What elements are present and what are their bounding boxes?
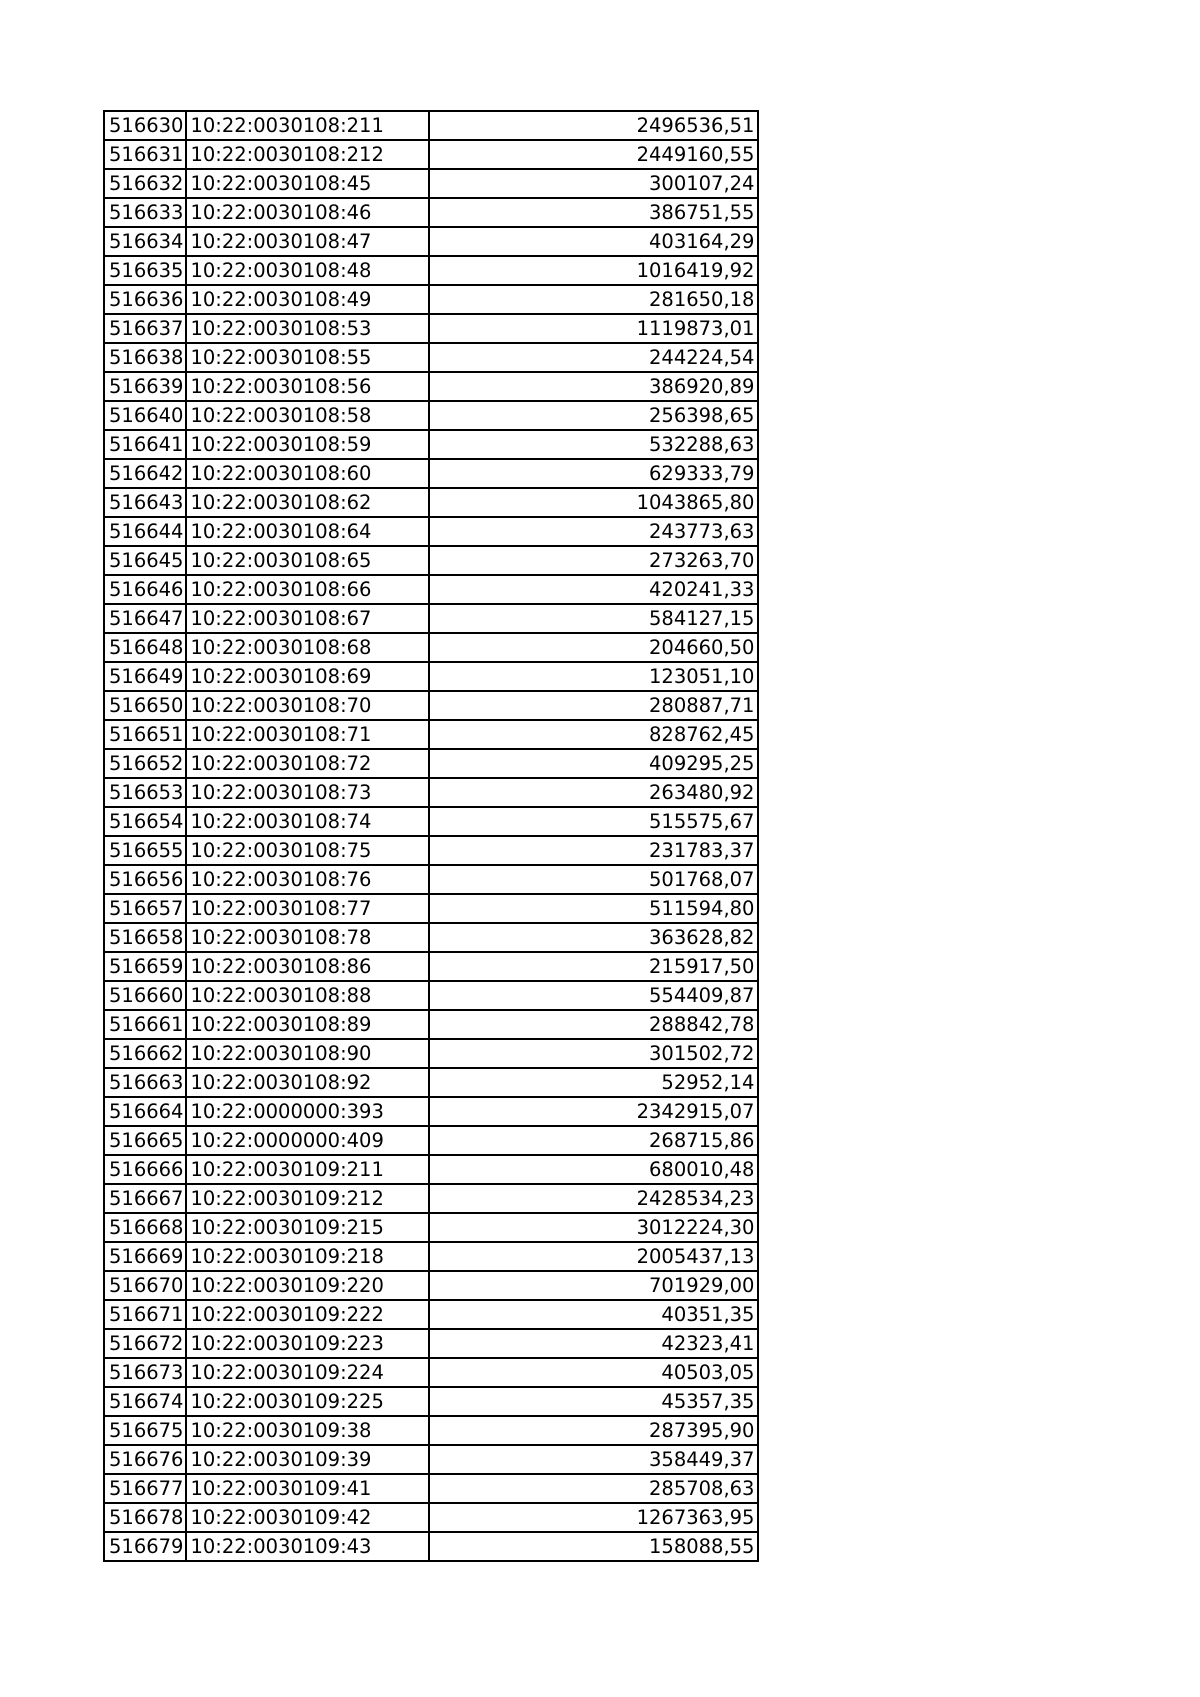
row-id-cell: 516674 xyxy=(104,1387,186,1416)
value-cell: 204660,50 xyxy=(429,633,758,662)
table-row xyxy=(104,169,758,198)
table-row xyxy=(104,256,758,285)
row-id-cell: 516637 xyxy=(104,314,186,343)
row-id-cell: 516632 xyxy=(104,169,186,198)
value-cell: 2428534,23 xyxy=(429,1184,758,1213)
cadastral-number-cell: 10:22:0030108:90 xyxy=(186,1039,429,1068)
value-cell: 358449,37 xyxy=(429,1445,758,1474)
row-id-cell: 516650 xyxy=(104,691,186,720)
value-cell: 281650,18 xyxy=(429,285,758,314)
value-cell: 2496536,51 xyxy=(429,111,758,140)
row-id-cell: 516651 xyxy=(104,720,186,749)
row-id-cell: 516655 xyxy=(104,836,186,865)
table-row xyxy=(104,285,758,314)
table-row xyxy=(104,778,758,807)
table-row xyxy=(104,1474,758,1503)
row-id-cell: 516660 xyxy=(104,981,186,1010)
value-cell: 243773,63 xyxy=(429,517,758,546)
table-row xyxy=(104,1184,758,1213)
cadastral-number-cell: 10:22:0030109:211 xyxy=(186,1155,429,1184)
row-id-cell: 516678 xyxy=(104,1503,186,1532)
row-id-cell: 516663 xyxy=(104,1068,186,1097)
cadastral-number-cell: 10:22:0030108:89 xyxy=(186,1010,429,1039)
cadastral-number-cell: 10:22:0030108:69 xyxy=(186,662,429,691)
table-row xyxy=(104,604,758,633)
row-id-cell: 516647 xyxy=(104,604,186,633)
data-table xyxy=(103,110,759,1562)
value-cell: 45357,35 xyxy=(429,1387,758,1416)
cadastral-number-cell: 10:22:0030108:72 xyxy=(186,749,429,778)
cadastral-number-cell: 10:22:0030108:67 xyxy=(186,604,429,633)
value-cell: 501768,07 xyxy=(429,865,758,894)
value-cell: 403164,29 xyxy=(429,227,758,256)
value-cell: 263480,92 xyxy=(429,778,758,807)
table-row xyxy=(104,1068,758,1097)
value-cell: 40351,35 xyxy=(429,1300,758,1329)
value-cell: 287395,90 xyxy=(429,1416,758,1445)
value-cell: 532288,63 xyxy=(429,430,758,459)
cadastral-number-cell: 10:22:0030109:38 xyxy=(186,1416,429,1445)
table-row xyxy=(104,691,758,720)
row-id-cell: 516643 xyxy=(104,488,186,517)
value-cell: 244224,54 xyxy=(429,343,758,372)
row-id-cell: 516675 xyxy=(104,1416,186,1445)
table-row xyxy=(104,488,758,517)
row-id-cell: 516644 xyxy=(104,517,186,546)
cadastral-number-cell: 10:22:0030108:62 xyxy=(186,488,429,517)
value-cell: 158088,55 xyxy=(429,1532,758,1561)
table-row xyxy=(104,575,758,604)
cadastral-number-cell: 10:22:0030109:223 xyxy=(186,1329,429,1358)
row-id-cell: 516631 xyxy=(104,140,186,169)
row-id-cell: 516670 xyxy=(104,1271,186,1300)
row-id-cell: 516652 xyxy=(104,749,186,778)
row-id-cell: 516672 xyxy=(104,1329,186,1358)
row-id-cell: 516676 xyxy=(104,1445,186,1474)
value-cell: 409295,25 xyxy=(429,749,758,778)
table-row xyxy=(104,749,758,778)
table-row xyxy=(104,1010,758,1039)
cadastral-number-cell: 10:22:0030108:56 xyxy=(186,372,429,401)
cadastral-number-cell: 10:22:0030108:76 xyxy=(186,865,429,894)
cadastral-number-cell: 10:22:0030108:66 xyxy=(186,575,429,604)
value-cell: 215917,50 xyxy=(429,952,758,981)
table-row xyxy=(104,1271,758,1300)
value-cell: 2449160,55 xyxy=(429,140,758,169)
value-cell: 40503,05 xyxy=(429,1358,758,1387)
row-id-cell: 516654 xyxy=(104,807,186,836)
cadastral-number-cell: 10:22:0030108:64 xyxy=(186,517,429,546)
row-id-cell: 516640 xyxy=(104,401,186,430)
value-cell: 280887,71 xyxy=(429,691,758,720)
row-id-cell: 516630 xyxy=(104,111,186,140)
row-id-cell: 516653 xyxy=(104,778,186,807)
row-id-cell: 516641 xyxy=(104,430,186,459)
cadastral-number-cell: 10:22:0000000:409 xyxy=(186,1126,429,1155)
table-body xyxy=(104,111,758,1561)
table-row xyxy=(104,372,758,401)
cadastral-number-cell: 10:22:0030109:212 xyxy=(186,1184,429,1213)
cadastral-number-cell: 10:22:0030108:71 xyxy=(186,720,429,749)
table-row xyxy=(104,1097,758,1126)
row-id-cell: 516633 xyxy=(104,198,186,227)
row-id-cell: 516657 xyxy=(104,894,186,923)
cadastral-number-cell: 10:22:0030109:42 xyxy=(186,1503,429,1532)
table-row xyxy=(104,662,758,691)
value-cell: 268715,86 xyxy=(429,1126,758,1155)
row-id-cell: 516673 xyxy=(104,1358,186,1387)
table-row xyxy=(104,1416,758,1445)
table-row xyxy=(104,836,758,865)
value-cell: 386751,55 xyxy=(429,198,758,227)
cadastral-number-cell: 10:22:0030108:65 xyxy=(186,546,429,575)
value-cell: 288842,78 xyxy=(429,1010,758,1039)
table-row xyxy=(104,343,758,372)
row-id-cell: 516659 xyxy=(104,952,186,981)
table-row xyxy=(104,865,758,894)
cadastral-number-cell: 10:22:0030108:68 xyxy=(186,633,429,662)
value-cell: 386920,89 xyxy=(429,372,758,401)
table-row xyxy=(104,952,758,981)
cadastral-number-cell: 10:22:0030108:70 xyxy=(186,691,429,720)
cadastral-number-cell: 10:22:0030108:47 xyxy=(186,227,429,256)
cadastral-number-cell: 10:22:0030108:211 xyxy=(186,111,429,140)
row-id-cell: 516634 xyxy=(104,227,186,256)
value-cell: 584127,15 xyxy=(429,604,758,633)
table-row xyxy=(104,807,758,836)
row-id-cell: 516648 xyxy=(104,633,186,662)
table-row xyxy=(104,1329,758,1358)
table-row xyxy=(104,517,758,546)
table-row xyxy=(104,1445,758,1474)
cadastral-number-cell: 10:22:0030108:92 xyxy=(186,1068,429,1097)
row-id-cell: 516638 xyxy=(104,343,186,372)
value-cell: 629333,79 xyxy=(429,459,758,488)
value-cell: 1119873,01 xyxy=(429,314,758,343)
table-row xyxy=(104,720,758,749)
table-row xyxy=(104,1387,758,1416)
row-id-cell: 516639 xyxy=(104,372,186,401)
cadastral-number-cell: 10:22:0030108:78 xyxy=(186,923,429,952)
cadastral-number-cell: 10:22:0030108:58 xyxy=(186,401,429,430)
value-cell: 828762,45 xyxy=(429,720,758,749)
cadastral-number-cell: 10:22:0030108:49 xyxy=(186,285,429,314)
cadastral-number-cell: 10:22:0030109:43 xyxy=(186,1532,429,1561)
value-cell: 52952,14 xyxy=(429,1068,758,1097)
cadastral-number-cell: 10:22:0030108:59 xyxy=(186,430,429,459)
cadastral-number-cell: 10:22:0030108:77 xyxy=(186,894,429,923)
row-id-cell: 516664 xyxy=(104,1097,186,1126)
row-id-cell: 516667 xyxy=(104,1184,186,1213)
table-row xyxy=(104,198,758,227)
table-row xyxy=(104,1039,758,1068)
value-cell: 2342915,07 xyxy=(429,1097,758,1126)
cadastral-number-cell: 10:22:0030108:73 xyxy=(186,778,429,807)
value-cell: 300107,24 xyxy=(429,169,758,198)
value-cell: 273263,70 xyxy=(429,546,758,575)
value-cell: 554409,87 xyxy=(429,981,758,1010)
value-cell: 363628,82 xyxy=(429,923,758,952)
row-id-cell: 516646 xyxy=(104,575,186,604)
table-row xyxy=(104,894,758,923)
value-cell: 680010,48 xyxy=(429,1155,758,1184)
value-cell: 515575,67 xyxy=(429,807,758,836)
row-id-cell: 516642 xyxy=(104,459,186,488)
row-id-cell: 516661 xyxy=(104,1010,186,1039)
table-row xyxy=(104,1242,758,1271)
cadastral-number-cell: 10:22:0030108:48 xyxy=(186,256,429,285)
table-row xyxy=(104,314,758,343)
row-id-cell: 516677 xyxy=(104,1474,186,1503)
row-id-cell: 516668 xyxy=(104,1213,186,1242)
cadastral-number-cell: 10:22:0030109:222 xyxy=(186,1300,429,1329)
value-cell: 1016419,92 xyxy=(429,256,758,285)
row-id-cell: 516645 xyxy=(104,546,186,575)
value-cell: 2005437,13 xyxy=(429,1242,758,1271)
cadastral-number-cell: 10:22:0030109:218 xyxy=(186,1242,429,1271)
row-id-cell: 516671 xyxy=(104,1300,186,1329)
table-row xyxy=(104,430,758,459)
value-cell: 123051,10 xyxy=(429,662,758,691)
table-row xyxy=(104,1532,758,1561)
table-row xyxy=(104,1213,758,1242)
row-id-cell: 516662 xyxy=(104,1039,186,1068)
table-row xyxy=(104,546,758,575)
table-row xyxy=(104,401,758,430)
value-cell: 42323,41 xyxy=(429,1329,758,1358)
cadastral-number-cell: 10:22:0030108:55 xyxy=(186,343,429,372)
row-id-cell: 516656 xyxy=(104,865,186,894)
row-id-cell: 516679 xyxy=(104,1532,186,1561)
cadastral-number-cell: 10:22:0030109:39 xyxy=(186,1445,429,1474)
cadastral-number-cell: 10:22:0030109:224 xyxy=(186,1358,429,1387)
cadastral-number-cell: 10:22:0030109:41 xyxy=(186,1474,429,1503)
table-row xyxy=(104,1503,758,1532)
row-id-cell: 516666 xyxy=(104,1155,186,1184)
table-row xyxy=(104,227,758,256)
table-row xyxy=(104,633,758,662)
cadastral-number-cell: 10:22:0030109:225 xyxy=(186,1387,429,1416)
row-id-cell: 516636 xyxy=(104,285,186,314)
row-id-cell: 516658 xyxy=(104,923,186,952)
value-cell: 231783,37 xyxy=(429,836,758,865)
value-cell: 1267363,95 xyxy=(429,1503,758,1532)
cadastral-number-cell: 10:22:0030108:86 xyxy=(186,952,429,981)
value-cell: 3012224,30 xyxy=(429,1213,758,1242)
value-cell: 511594,80 xyxy=(429,894,758,923)
row-id-cell: 516635 xyxy=(104,256,186,285)
value-cell: 1043865,80 xyxy=(429,488,758,517)
value-cell: 256398,65 xyxy=(429,401,758,430)
cadastral-number-cell: 10:22:0030108:53 xyxy=(186,314,429,343)
cadastral-number-cell: 10:22:0030108:212 xyxy=(186,140,429,169)
cadastral-number-cell: 10:22:0030108:60 xyxy=(186,459,429,488)
cadastral-number-cell: 10:22:0030108:46 xyxy=(186,198,429,227)
table-row xyxy=(104,923,758,952)
row-id-cell: 516669 xyxy=(104,1242,186,1271)
cadastral-number-cell: 10:22:0000000:393 xyxy=(186,1097,429,1126)
table-row xyxy=(104,459,758,488)
table-row xyxy=(104,1358,758,1387)
table-row xyxy=(104,1126,758,1155)
value-cell: 701929,00 xyxy=(429,1271,758,1300)
cadastral-number-cell: 10:22:0030108:88 xyxy=(186,981,429,1010)
table-row xyxy=(104,1300,758,1329)
cadastral-number-cell: 10:22:0030109:215 xyxy=(186,1213,429,1242)
row-id-cell: 516665 xyxy=(104,1126,186,1155)
cadastral-number-cell: 10:22:0030108:75 xyxy=(186,836,429,865)
table-row xyxy=(104,1155,758,1184)
table-row xyxy=(104,981,758,1010)
cadastral-number-cell: 10:22:0030109:220 xyxy=(186,1271,429,1300)
row-id-cell: 516649 xyxy=(104,662,186,691)
table-row xyxy=(104,140,758,169)
value-cell: 420241,33 xyxy=(429,575,758,604)
cadastral-number-cell: 10:22:0030108:45 xyxy=(186,169,429,198)
value-cell: 301502,72 xyxy=(429,1039,758,1068)
cadastral-number-cell: 10:22:0030108:74 xyxy=(186,807,429,836)
value-cell: 285708,63 xyxy=(429,1474,758,1503)
table-row xyxy=(104,111,758,140)
